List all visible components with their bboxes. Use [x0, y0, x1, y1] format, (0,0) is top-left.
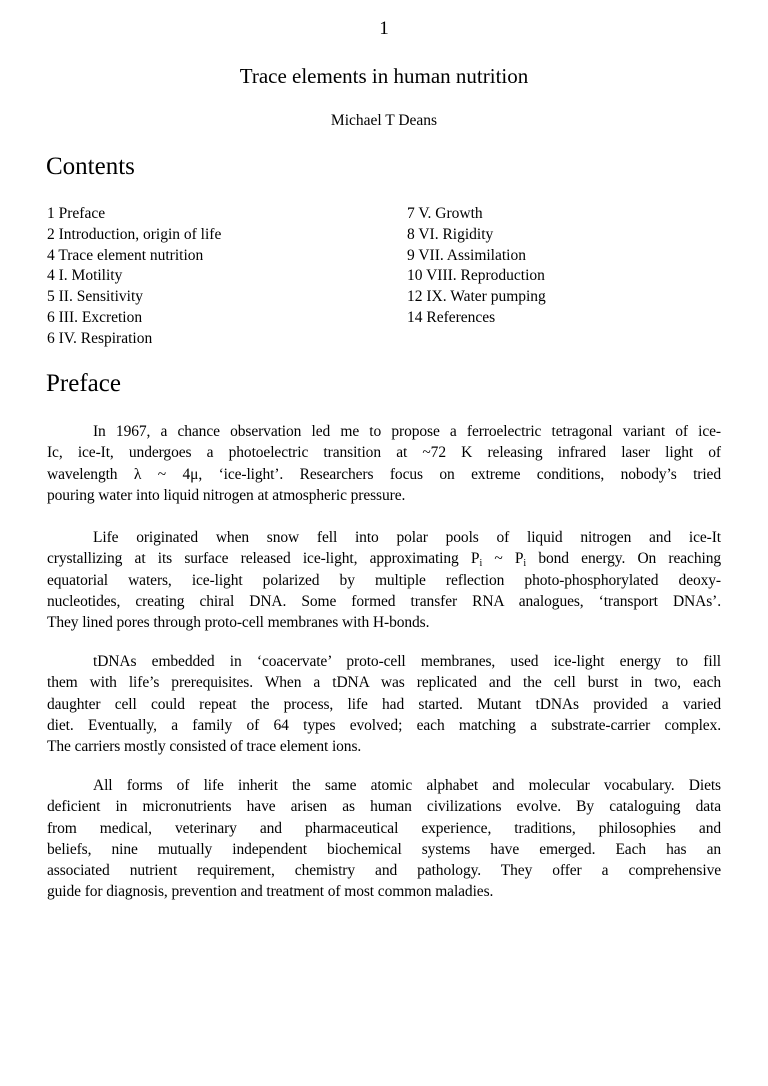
text-line: beliefs, nine mutually independent biochemical systems have emerged. Each has an	[47, 840, 721, 858]
toc-item[interactable]: 12 IX. Water pumping	[407, 288, 546, 306]
text-line: nucleotides, creating chiral DNA. Some formed transfer RNA analogues, ‘transport DNAs’.	[47, 592, 721, 610]
document-title: Trace elements in human nutrition	[239, 64, 529, 88]
text-line: tDNAs embedded in ‘coacervate’ proto-cell membranes, used ice-light energy to fill	[93, 653, 721, 670]
contents-heading: Contents	[46, 153, 135, 180]
text-line: pouring water into liquid nitrogen at atmospheric pressure.	[47, 486, 406, 504]
paragraph-3	[47, 651, 721, 757]
text-line: associated nutrient requirement, chemistry and pathology. They offer a comprehensive	[47, 862, 721, 880]
toc-item[interactable]: 5 II. Sensitivity	[47, 288, 144, 306]
toc-right-column	[407, 204, 546, 329]
text-line: In 1967, a chance observation led me to propose a ferroelectric tetragonal variant of ice-	[93, 423, 721, 440]
toc-item[interactable]: 6 IV. Respiration	[47, 329, 153, 347]
text-line: them with life’s prerequisites. When a tDNA was replicated and the cell burst in two, each	[47, 674, 721, 692]
subscript: i	[479, 558, 483, 570]
text-line: diet. Eventually, a family of 64 types evolved; each matching a substrate-carrier complex.	[47, 716, 721, 734]
toc-item[interactable]: 2 Introduction, origin of life	[47, 225, 222, 243]
text-line: guide for diagnosis, prevention and treatment of most common maladies.	[47, 883, 494, 901]
text-span: crystallizing at its surface released ice-light, approximating P	[47, 550, 480, 568]
text-line: Ic, ice-It, undergoes a photoelectric transition at ~72 K releasing infrared laser light of	[47, 444, 721, 462]
subscript: i	[523, 558, 527, 570]
text-line: daughter cell could repeat the process, life had started. Mutant tDNAs provided a varied	[47, 695, 721, 713]
author: Michael T Deans	[330, 112, 438, 129]
text-line: from medical, veterinary and pharmaceutical experience, traditions, philosophies and	[47, 819, 721, 837]
toc-left-column	[47, 204, 221, 350]
text-line: equatorial waters, ice-light polarized by multiple reflection photo-phosphorylated deoxy-	[47, 571, 721, 589]
preface-heading: Preface	[46, 370, 121, 397]
toc-item[interactable]: 7 V. Growth	[407, 205, 483, 222]
text-line: All forms of life inherit the same atomic alphabet and molecular vocabulary. Diets	[93, 777, 721, 794]
paragraph-1	[47, 421, 721, 506]
text-line: wavelength λ ~ 4μ, ‘ice-light’. Researchers focus on extreme conditions, nobody’s tried	[47, 465, 721, 483]
text-line: The carriers mostly consisted of trace element ions.	[47, 738, 362, 756]
text-span: ~ P	[482, 550, 524, 568]
text-span: bond energy. On reaching	[526, 550, 721, 568]
toc-item[interactable]: 6 III. Excretion	[47, 308, 143, 326]
toc-item[interactable]: 4 I. Motility	[47, 267, 123, 285]
text-line: deficient in micronutrients have arisen as human civilizations evolve. By cataloguing data	[47, 798, 721, 816]
toc-item[interactable]: 1 Preface	[47, 205, 106, 222]
toc-item[interactable]: 4 Trace element nutrition	[47, 246, 204, 264]
text-line: Life originated when snow fell into polar pools of liquid nitrogen and ice-It	[93, 529, 721, 546]
toc-item[interactable]: 14 References	[407, 308, 496, 326]
toc-item[interactable]: 10 VIII. Reproduction	[407, 267, 545, 285]
text-line	[47, 548, 721, 569]
paragraph-4	[47, 775, 721, 903]
page-number: 1	[379, 18, 389, 39]
text-line: They lined pores through proto-cell membranes with H-bonds.	[47, 614, 430, 632]
paragraph-2	[47, 527, 721, 633]
toc-item[interactable]: 8 VI. Rigidity	[407, 225, 494, 243]
toc-item[interactable]: 9 VII. Assimilation	[407, 246, 526, 264]
